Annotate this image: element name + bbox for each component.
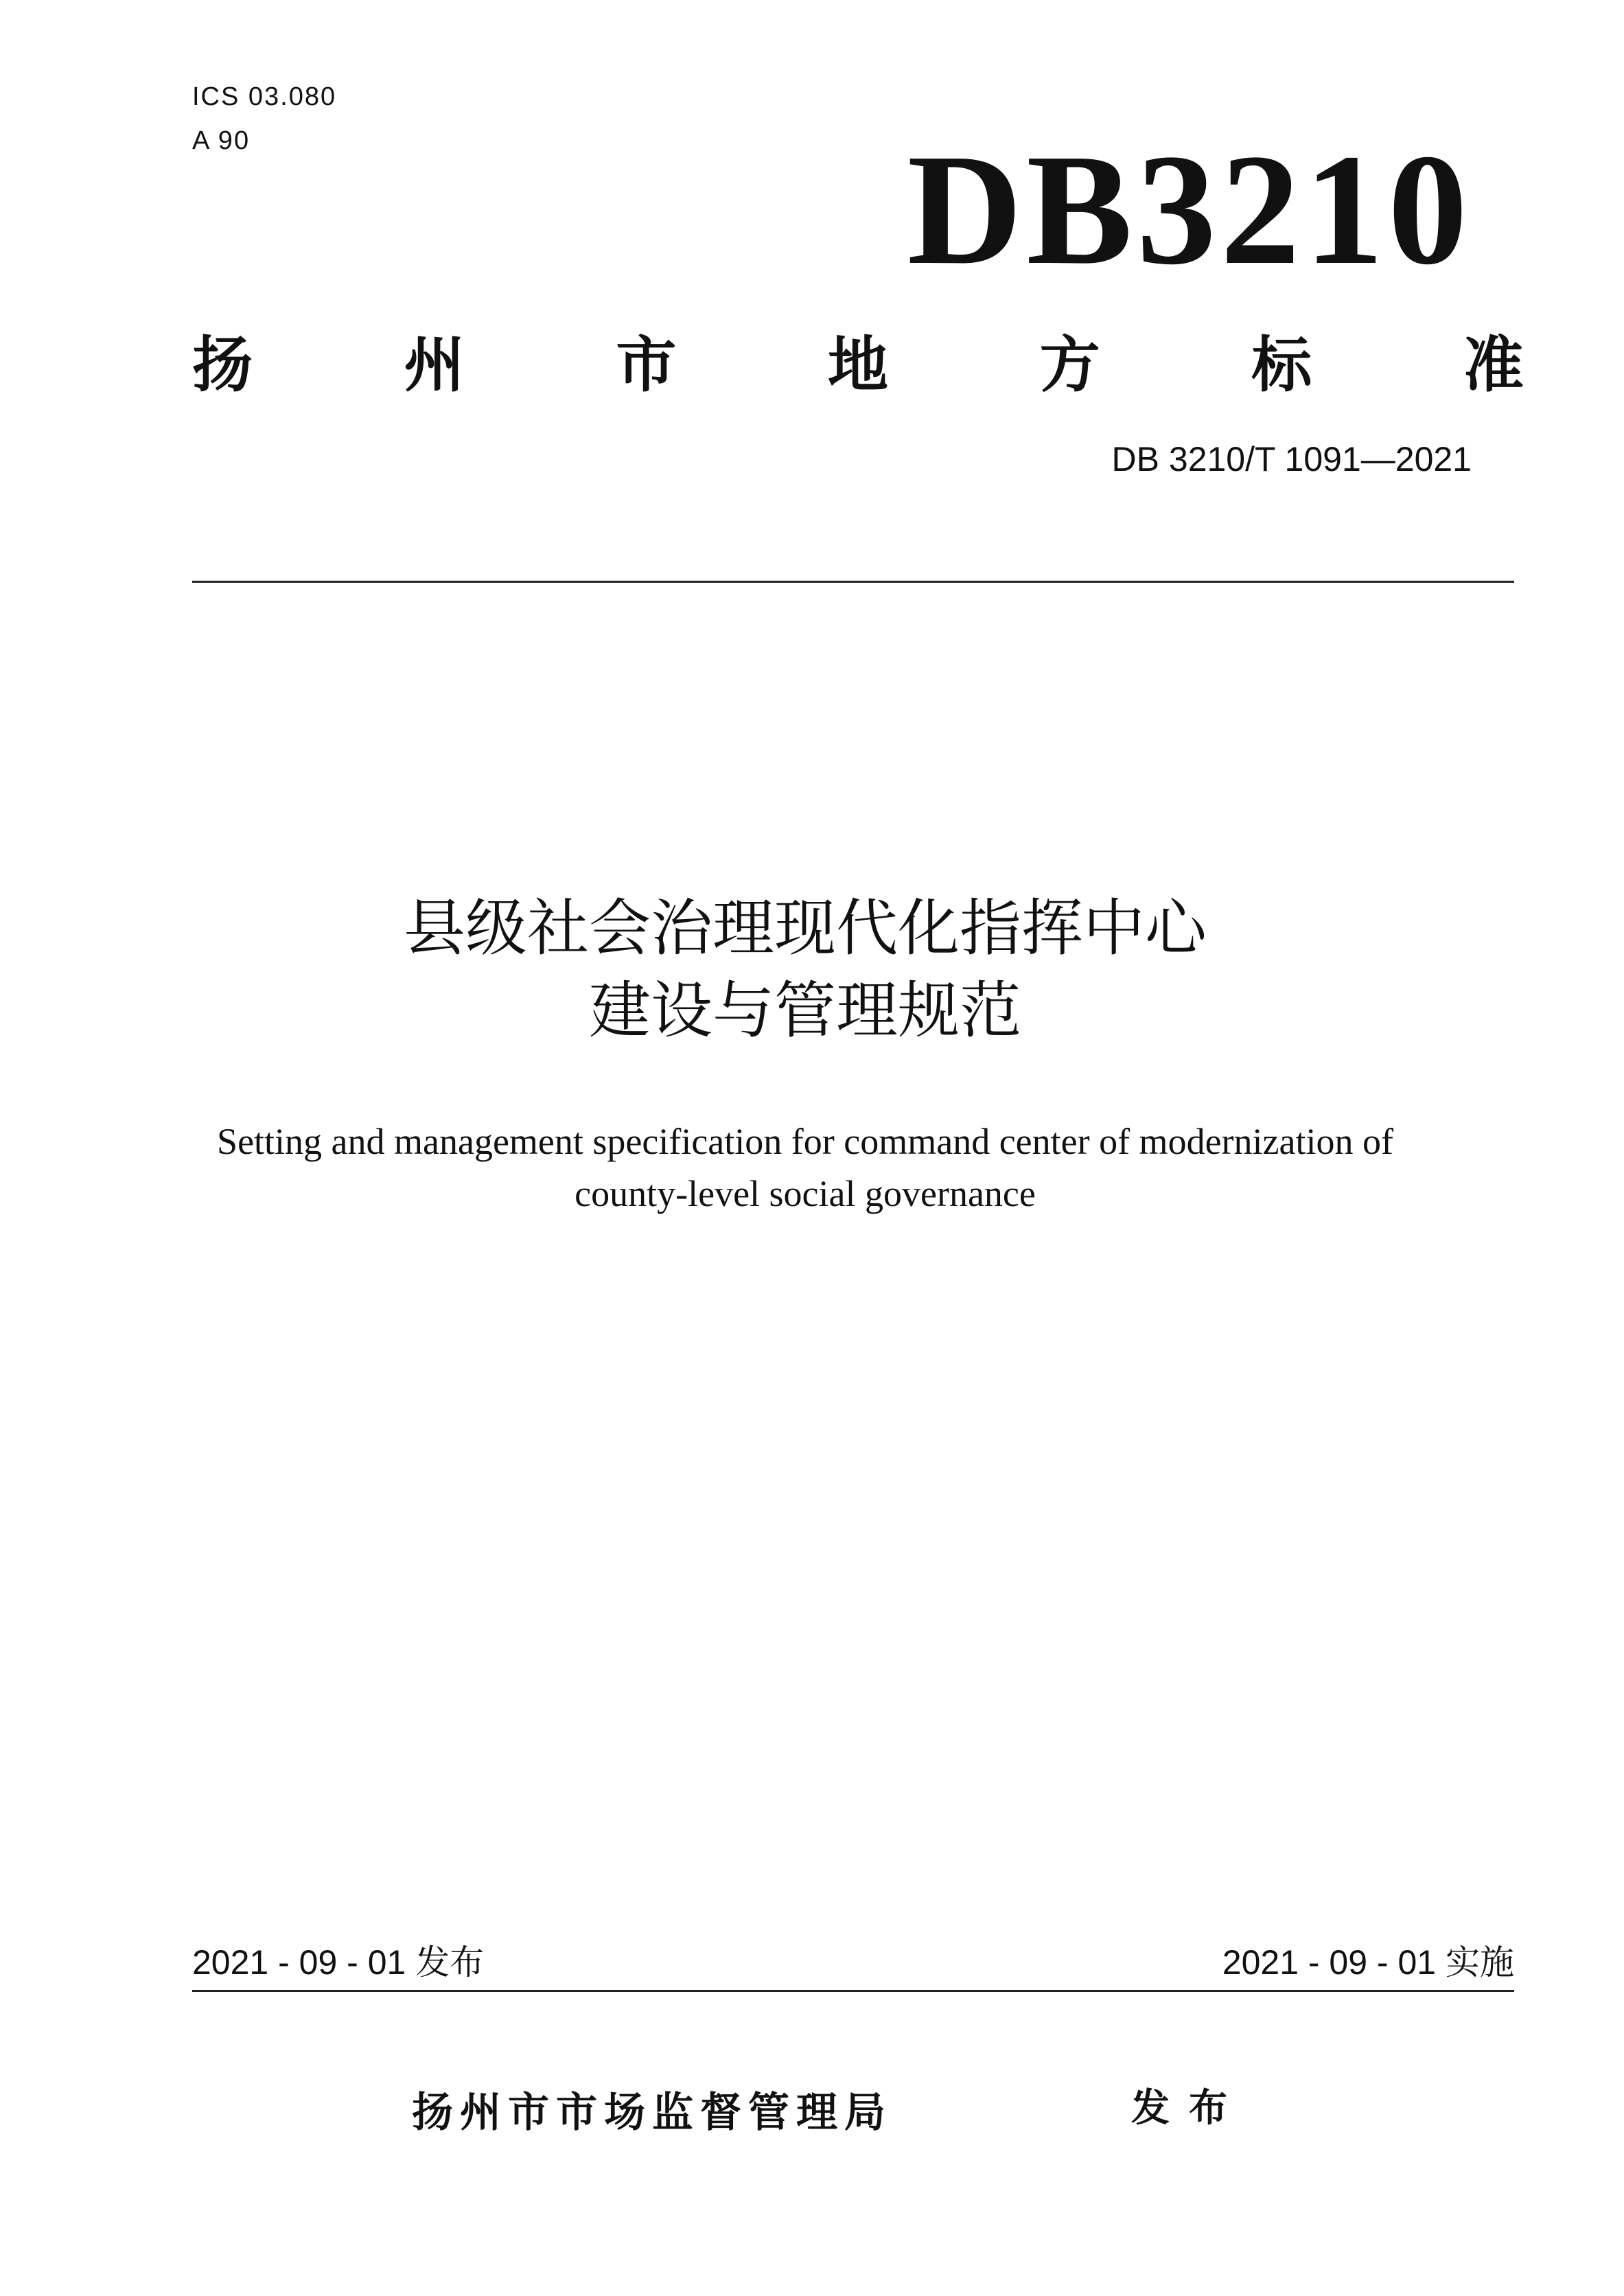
db-code-logo: DB3210	[907, 121, 1472, 298]
standard-kind	[192, 323, 1524, 398]
standard-kind-char: 准	[1463, 329, 1524, 400]
issue-label: 发布	[1131, 2086, 1246, 2131]
footer-divider	[192, 1990, 1514, 1992]
standard-number: DB 3210/T 1091—2021	[1111, 440, 1472, 478]
issuing-authority: 扬州市市场监督管理局	[412, 2089, 892, 2137]
standard-kind-char: 地	[827, 329, 888, 400]
title-english-line-2: county-level social governance	[575, 1173, 1036, 1214]
standard-kind-char: 市	[616, 329, 677, 400]
title-chinese-line-2: 建设与管理规范	[589, 975, 1021, 1047]
title-english-line-1: Setting and management specification for command center of modernization of	[217, 1121, 1393, 1162]
effective-date: 2021 - 09 - 01 实施	[1222, 1943, 1514, 1982]
ccs-code: A 90	[192, 126, 251, 155]
title-chinese-line-1: 县级社会治理现代化指挥中心	[404, 892, 1207, 964]
standard-kind-char: 标	[1251, 329, 1312, 400]
header-divider	[192, 581, 1514, 583]
standard-kind-char: 州	[404, 329, 465, 400]
standard-kind-char: 扬	[192, 329, 253, 400]
publish-date: 2021 - 09 - 01 发布	[192, 1943, 485, 1982]
ics-code: ICS 03.080	[192, 82, 337, 111]
standard-kind-char: 方	[1039, 329, 1100, 400]
